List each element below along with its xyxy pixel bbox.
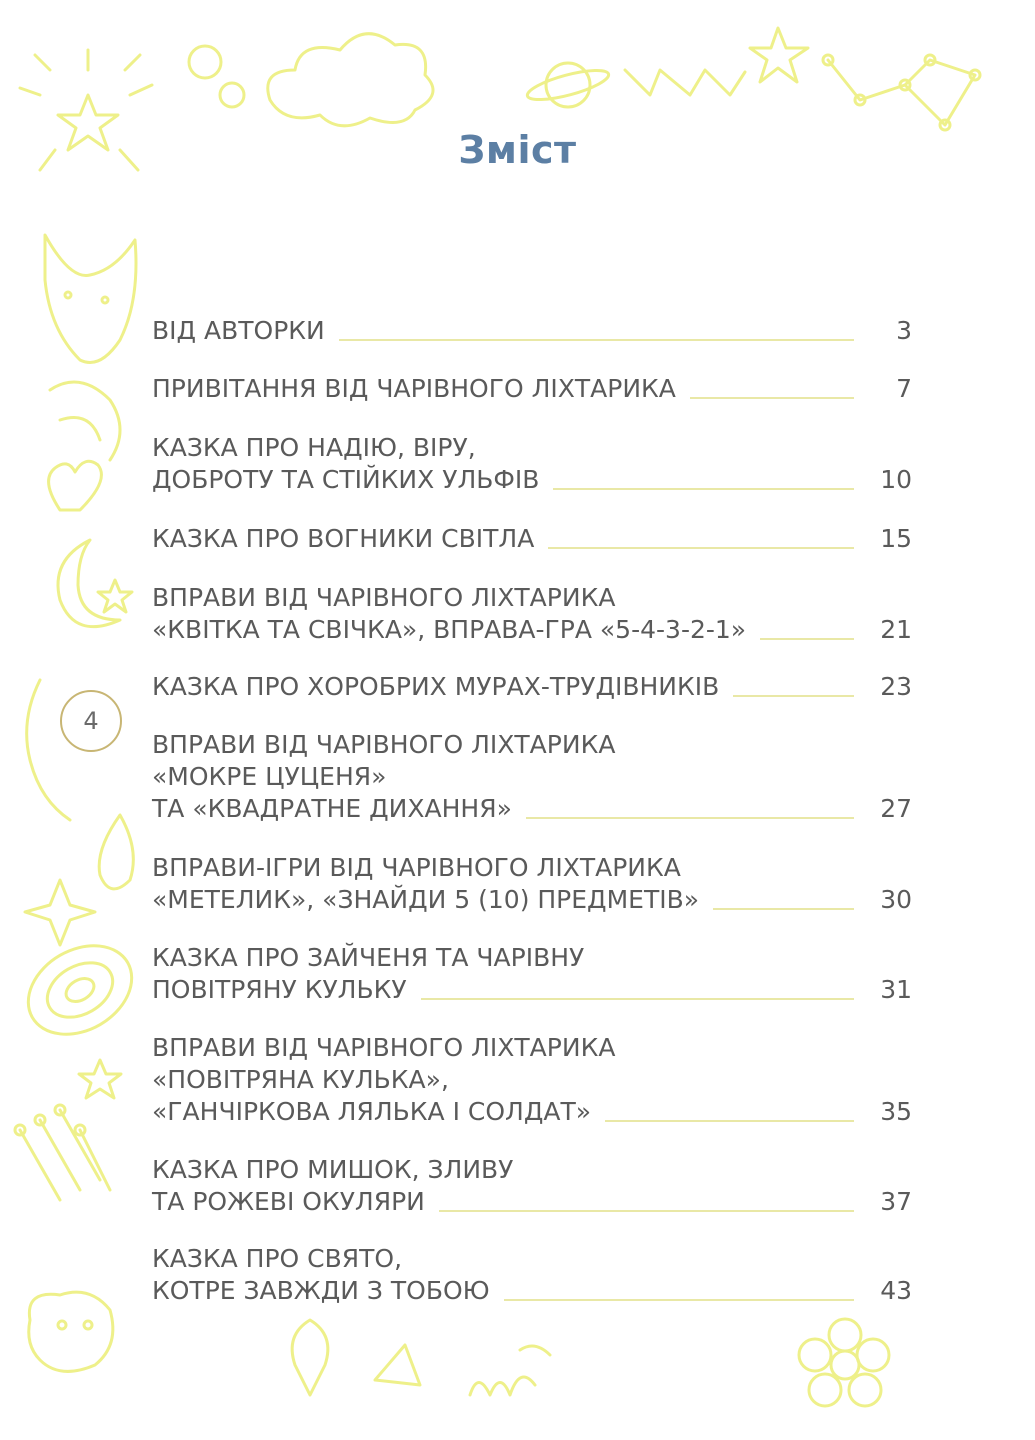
face-doodle-icon [29, 1292, 113, 1371]
dot-leader [605, 1120, 854, 1122]
toc-entry[interactable] [152, 523, 912, 555]
zigzag-doodle-icon [625, 70, 745, 95]
toc-entry-page: 27 [880, 794, 912, 823]
flower-doodle-icon [799, 1319, 889, 1406]
toc-entry-page: 3 [896, 316, 912, 345]
toc-entry-title: ВПРАВИ ВІД ЧАРІВНОГО ЛІХТАРИКА [152, 730, 616, 759]
toc-entry[interactable] [152, 1154, 912, 1218]
toc-entry-title: «ПОВІТРЯНА КУЛЬКА», [152, 1065, 449, 1094]
dot-leader [553, 488, 854, 490]
sparkle-doodle-icon [25, 880, 95, 945]
fox-doodle-icon [45, 235, 136, 363]
toc-entry-title: КАЗКА ПРО ЗАЙЧЕНЯ ТА ЧАРІВНУ [152, 943, 585, 972]
star-doodle-icon [79, 1060, 121, 1098]
toc-entry-title: ТА РОЖЕВІ ОКУЛЯРИ [152, 1187, 425, 1216]
toc-entry-title: ПОВІТРЯНУ КУЛЬКУ [152, 975, 407, 1004]
toc-entry[interactable] [152, 852, 912, 916]
swirl-doodle-icon [50, 382, 120, 460]
toc-entry-title: КАЗКА ПРО ВОГНИКИ СВІТЛА [152, 524, 535, 553]
toc-entry-page: 15 [880, 524, 912, 553]
toc-entry[interactable] [152, 729, 912, 825]
toc-entry-page: 37 [880, 1187, 912, 1216]
toc-entry-title: КАЗКА ПРО ХОРОБРИХ МУРАХ-ТРУДІВНИКІВ [152, 672, 720, 701]
dot-leader [439, 1210, 854, 1212]
toc-entry-page: 43 [880, 1276, 912, 1305]
toc-entry[interactable] [152, 432, 912, 496]
dot-leader [760, 638, 854, 640]
dot-leader [526, 817, 854, 819]
toc-entry-title: ВІД АВТОРКИ [152, 316, 325, 345]
toc-entry-title: ДОБРОТУ ТА СТІЙКИХ УЛЬФІВ [152, 465, 540, 494]
wave-doodle-icon [27, 680, 70, 820]
toc-entry-title: «ГАНЧІРКОВА ЛЯЛЬКА І СОЛДАТ» [152, 1097, 592, 1126]
toc-entry-title: КАЗКА ПРО НАДІЮ, ВІРУ, [152, 433, 476, 462]
toc-entry-title: «МОКРЕ ЦУЦЕНЯ» [152, 762, 387, 791]
toc-entry-title: КАЗКА ПРО СВЯТО, [152, 1244, 403, 1273]
toc-entry[interactable] [152, 582, 912, 646]
toc-entry-page: 23 [880, 672, 912, 701]
page-number-badge [60, 690, 122, 752]
toc-entry-title: КОТРЕ ЗАВЖДИ З ТОБОЮ [152, 1276, 490, 1305]
toc-entry-title: ТА «КВАДРАТНЕ ДИХАННЯ» [152, 794, 512, 823]
dot-leader [713, 908, 854, 910]
toc-entry-title: ВПРАВИ-ІГРИ ВІД ЧАРІВНОГО ЛІХТАРИКА [152, 853, 681, 882]
toc-entry[interactable] [152, 671, 912, 703]
dot-leader [421, 998, 854, 1000]
star-doodle-icon [98, 580, 132, 612]
star-doodle-icon [750, 28, 808, 82]
circle-doodle-icon [189, 46, 221, 78]
toc-entry-page: 7 [896, 374, 912, 403]
toc-entry-page: 21 [880, 615, 912, 644]
constellation-doodle-icon [823, 55, 980, 130]
toc-entry[interactable] [152, 942, 912, 1006]
galaxy-doodle-icon [12, 928, 147, 1052]
toc-entry-title: «МЕТЕЛИК», «ЗНАЙДИ 5 (10) ПРЕДМЕТІВ» [152, 885, 700, 914]
planet-doodle-icon [525, 63, 611, 107]
moon-doodle-icon [58, 540, 120, 627]
toc-entry-title: КАЗКА ПРО МИШОК, ЗЛИВУ [152, 1155, 514, 1184]
page-title: Зміст [458, 128, 577, 172]
toc-entry-page: 31 [880, 975, 912, 1004]
sticks-doodle-icon [15, 1105, 110, 1200]
toc-entry[interactable] [152, 373, 912, 405]
toc-entry[interactable] [152, 1032, 912, 1128]
toc-entry-title: ПРИВІТАННЯ ВІД ЧАРІВНОГО ЛІХТАРИКА [152, 374, 676, 403]
dot-leader [504, 1299, 854, 1301]
cloud-doodle-icon [268, 34, 433, 126]
page-number: 4 [83, 707, 99, 735]
toc-entry-title: ВПРАВИ ВІД ЧАРІВНОГО ЛІХТАРИКА [152, 1033, 616, 1062]
triangle-doodle-icon [375, 1345, 420, 1385]
toc-entry-title: «КВІТКА ТА СВІЧКА», ВПРАВА-ГРА «5-4-3-2-1» [152, 615, 747, 644]
dot-leader [690, 397, 854, 399]
squiggle-doodle-icon [470, 1346, 550, 1395]
toc-entry[interactable] [152, 315, 912, 347]
toc-entry-page: 10 [880, 465, 912, 494]
toc-entry[interactable] [152, 1243, 912, 1307]
dot-leader [548, 547, 854, 549]
drop-doodle-icon [99, 815, 133, 889]
toc-entry-page: 30 [880, 885, 912, 914]
circle-doodle-icon [220, 83, 244, 107]
pin-doodle-icon [292, 1320, 328, 1395]
toc-entry-title: ВПРАВИ ВІД ЧАРІВНОГО ЛІХТАРИКА [152, 583, 616, 612]
dot-leader [339, 339, 854, 341]
heart-doodle-icon [49, 461, 102, 510]
toc-entry-page: 35 [880, 1097, 912, 1126]
dot-leader [733, 695, 854, 697]
